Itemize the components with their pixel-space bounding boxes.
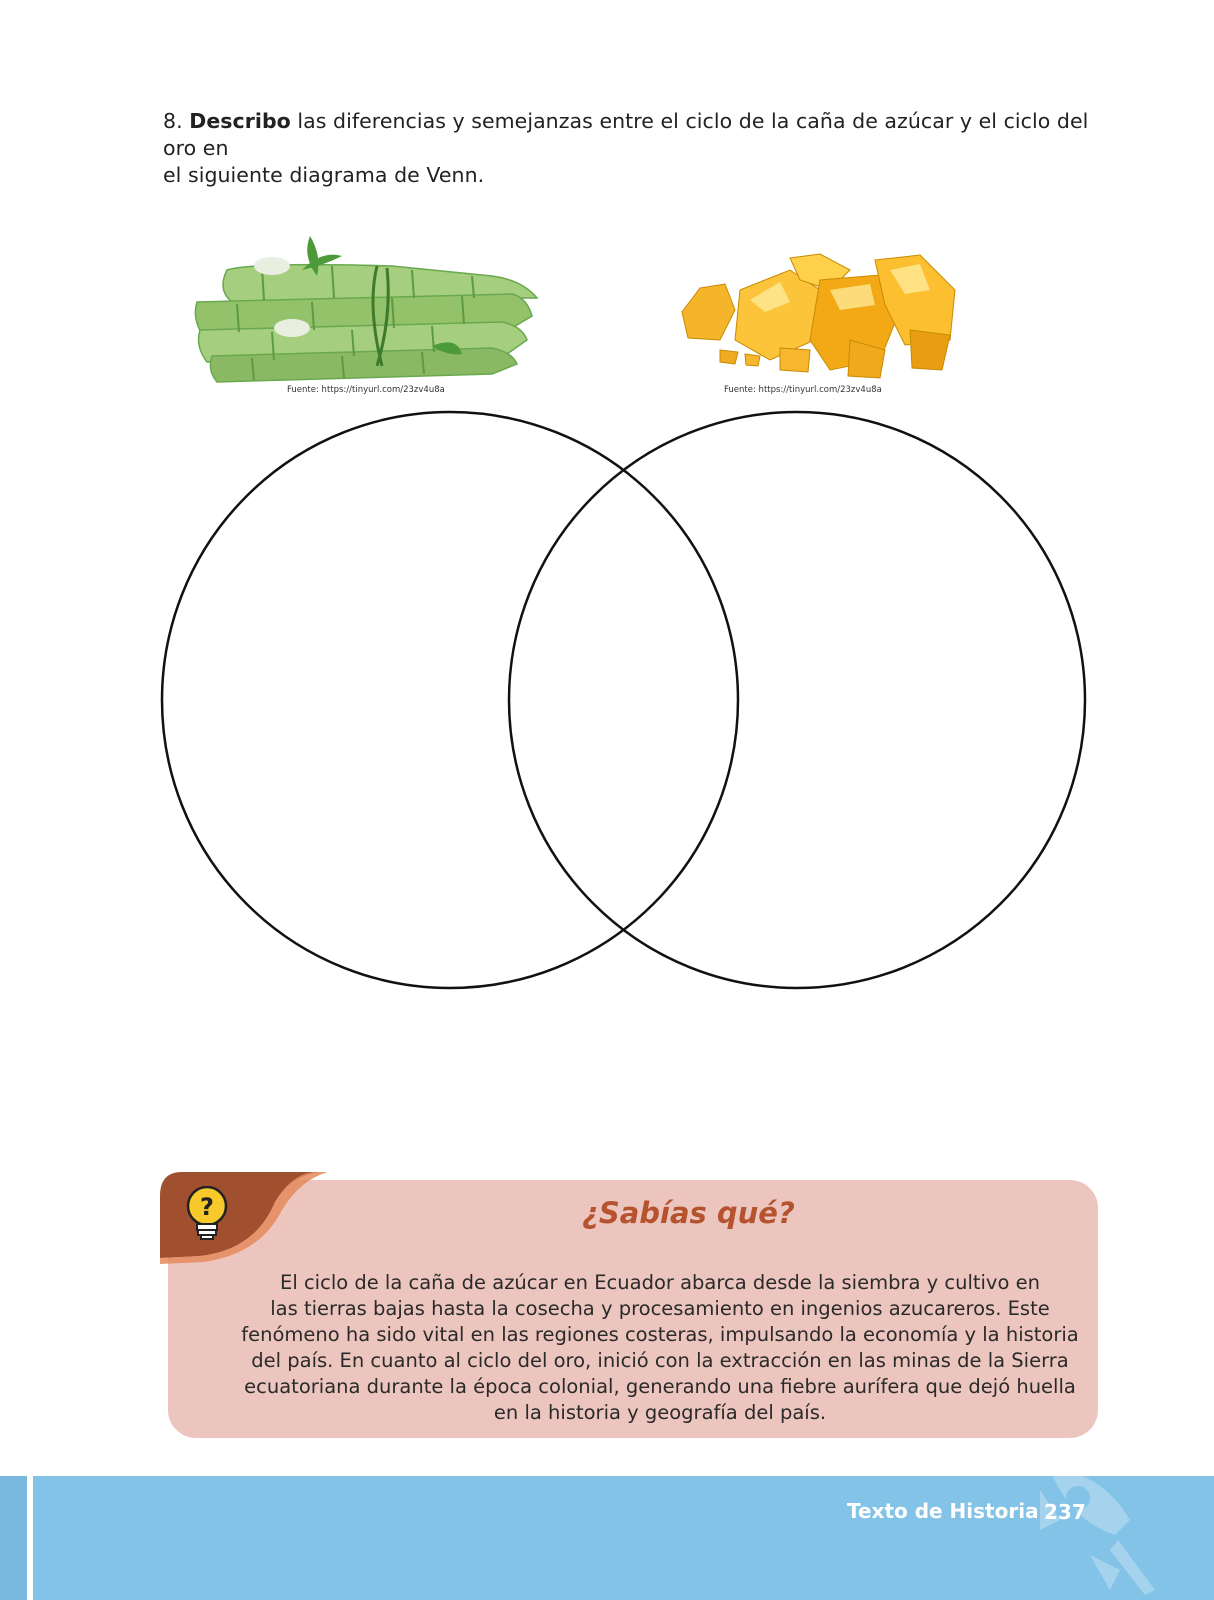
footer-margin-band bbox=[0, 1476, 27, 1600]
info-line: en la historia y geografía del país. bbox=[493, 1401, 827, 1424]
did-you-know-text bbox=[230, 1270, 1090, 1426]
instruction-line2: el siguiente diagrama de Venn. bbox=[163, 163, 485, 187]
venn-circle-left bbox=[162, 412, 738, 988]
rocket-icon bbox=[1020, 1460, 1160, 1600]
sugarcane-source: Fuente: https://tinyurl.com/23zv4u8a bbox=[287, 385, 445, 395]
footer-divider bbox=[27, 1476, 33, 1600]
info-line: del país. En cuanto al ciclo del oro, inició con la extracción en las minas de la Sierra bbox=[251, 1349, 1069, 1372]
instruction-line1: las diferencias y semejanzas entre el ciclo de la caña de azúcar y el ciclo del oro en bbox=[163, 109, 1089, 160]
lightbulb-question-icon bbox=[184, 1186, 230, 1242]
info-line: El ciclo de la caña de azúcar en Ecuador abarca desde la siembra y cultivo en bbox=[280, 1271, 1040, 1294]
instruction-number: 8. bbox=[163, 109, 183, 133]
did-you-know-title: ¿Sabías qué? bbox=[582, 1196, 795, 1230]
svg-text:?: ? bbox=[200, 1193, 214, 1221]
page-number: 237 bbox=[1044, 1500, 1086, 1524]
venn-circle-right bbox=[509, 412, 1085, 988]
info-line: ecuatoriana durante la época colonial, generando una fiebre aurífera que dejó huella bbox=[244, 1375, 1076, 1398]
instruction-verb: Describo bbox=[189, 109, 291, 133]
footer-book-title: Texto de Historia bbox=[847, 1499, 1039, 1523]
gold-source: Fuente: https://tinyurl.com/23zv4u8a bbox=[724, 385, 882, 395]
info-line: las tierras bajas hasta la cosecha y procesamiento en ingenios azucareros. Este bbox=[270, 1297, 1050, 1320]
info-line: fenómeno ha sido vital en las regiones costeras, impulsando la economía y la historia bbox=[241, 1323, 1079, 1346]
